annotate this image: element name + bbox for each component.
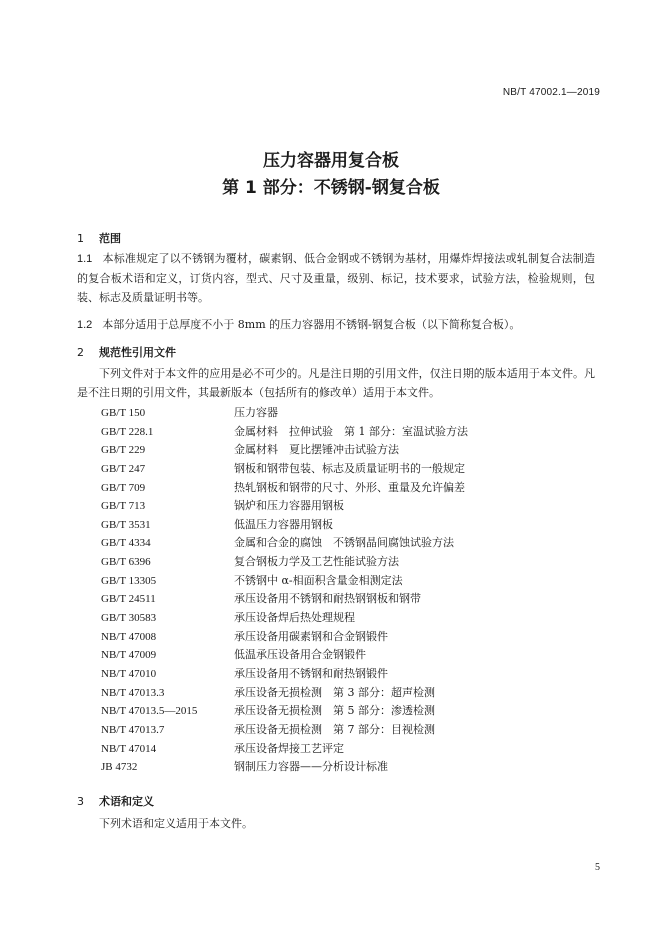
reference-title: 热轧钢板和钢带的尺寸、外形、重量及允许偏差 bbox=[234, 480, 465, 494]
reference-code: NB/T 47008 bbox=[101, 630, 157, 643]
paragraph-references-intro: 下列文件对于本文件的应用是必不可少的。凡是注日期的引用文件，仅注日期的版本适用于本文件。凡是不注日期的引用文件，其最新版本（包括所有的修改单）适用于本文件。 bbox=[77, 367, 595, 399]
paragraph-1-1 bbox=[77, 249, 595, 307]
document-title: 压力容器用复合板 bbox=[263, 151, 399, 171]
reference-row bbox=[101, 516, 601, 535]
reference-row bbox=[101, 572, 601, 591]
reference-code: GB/T 713 bbox=[101, 500, 146, 513]
reference-title: 锅炉和压力容器用钢板 bbox=[234, 499, 344, 513]
reference-title: 低温承压设备用合金钢锻件 bbox=[234, 648, 366, 662]
reference-code: GB/T 13305 bbox=[101, 574, 157, 587]
reference-code: JB 4732 bbox=[101, 761, 138, 774]
reference-title: 压力容器 bbox=[234, 406, 278, 419]
reference-list bbox=[101, 404, 601, 777]
reference-row bbox=[101, 646, 601, 665]
reference-row bbox=[101, 665, 601, 684]
reference-row bbox=[101, 441, 601, 460]
reference-row bbox=[101, 590, 601, 609]
reference-code: GB/T 30583 bbox=[101, 612, 157, 625]
reference-row bbox=[101, 628, 601, 647]
clause-text: 本标准规定了以不锈钢为覆材，碳素钢、低合金钢或不锈钢为基材，用爆炸焊接法或轧制复合法制造的复合板术语和定义，订货内容，型式、尺寸及重量，级别、标记，技术要求，试验方法，检验规则，包装、标志及质量证明书等。 bbox=[77, 252, 595, 304]
section-number: 3 bbox=[77, 795, 84, 808]
standard-code: NB/T 47002.1—2019 bbox=[502, 87, 600, 98]
reference-title: 钢制压力容器——分析设计标准 bbox=[234, 760, 388, 774]
reference-code: NB/T 47014 bbox=[101, 742, 157, 755]
reference-title: 承压设备焊后热处理规程 bbox=[234, 611, 355, 625]
reference-code: GB/T 4334 bbox=[101, 537, 151, 550]
paragraph-terms-intro: 下列术语和定义适用于本文件。 bbox=[99, 817, 253, 830]
section-number: 2 bbox=[77, 346, 84, 359]
reference-row bbox=[101, 702, 601, 721]
section-title: 规范性引用文件 bbox=[99, 346, 176, 359]
paragraph-1-2 bbox=[77, 315, 595, 335]
reference-title: 金属和合金的腐蚀 不锈钢晶间腐蚀试验方法 bbox=[234, 536, 454, 550]
page-number: 5 bbox=[595, 862, 600, 873]
reference-row bbox=[101, 609, 601, 628]
document-subtitle: 第 1 部分：不锈钢-钢复合板 bbox=[222, 178, 440, 198]
reference-code: GB/T 247 bbox=[101, 462, 146, 475]
reference-title: 承压设备无损检测 第 3 部分：超声检测 bbox=[234, 685, 435, 699]
reference-title: 钢板和钢带包装、标志及质量证明书的一般规定 bbox=[234, 461, 465, 475]
reference-code: GB/T 150 bbox=[101, 407, 146, 419]
clause-number: 1.2 bbox=[77, 319, 93, 331]
reference-code: NB/T 47010 bbox=[101, 667, 157, 680]
reference-title: 金属材料 拉伸试验 第 1 部分：室温试验方法 bbox=[234, 424, 468, 438]
reference-row bbox=[101, 740, 601, 759]
reference-title: 承压设备焊接工艺评定 bbox=[234, 741, 344, 755]
reference-row bbox=[101, 553, 601, 572]
section-title: 术语和定义 bbox=[99, 795, 154, 808]
reference-row bbox=[101, 423, 601, 442]
section-heading-terms bbox=[77, 793, 154, 809]
reference-title: 承压设备无损检测 第 7 部分：目视检测 bbox=[234, 722, 435, 736]
reference-code: GB/T 3531 bbox=[101, 518, 151, 531]
reference-title: 不锈钢中 α-相面积含量金相测定法 bbox=[234, 573, 403, 587]
reference-code: GB/T 229 bbox=[101, 444, 146, 457]
reference-code: NB/T 47009 bbox=[101, 649, 157, 662]
section-heading-normative-references bbox=[77, 344, 176, 360]
reference-title: 承压设备用碳素钢和合金钢锻件 bbox=[234, 629, 388, 643]
clause-number: 1.1 bbox=[77, 253, 93, 265]
reference-title: 承压设备无损检测 第 5 部分：渗透检测 bbox=[234, 704, 435, 718]
reference-row bbox=[101, 534, 601, 553]
reference-row bbox=[101, 404, 601, 423]
reference-row bbox=[101, 479, 601, 498]
reference-row bbox=[101, 460, 601, 479]
reference-title: 金属材料 夏比摆锤冲击试验方法 bbox=[234, 443, 399, 457]
reference-code: NB/T 47013.7 bbox=[101, 723, 165, 736]
clause-text: 本部分适用于总厚度不小于 8mm 的压力容器用不锈钢-钢复合板（以下简称复合板）。 bbox=[102, 318, 521, 331]
section-number: 1 bbox=[77, 232, 84, 245]
reference-code: GB/T 24511 bbox=[101, 593, 156, 606]
reference-code: GB/T 709 bbox=[101, 481, 146, 494]
reference-title: 复合钢板力学及工艺性能试验方法 bbox=[234, 555, 399, 569]
reference-title: 承压设备用不锈钢和耐热钢钢板和钢带 bbox=[234, 592, 421, 606]
section-heading-scope bbox=[77, 230, 121, 246]
reference-row bbox=[101, 721, 601, 740]
reference-code: NB/T 47013.5—2015 bbox=[101, 705, 198, 718]
reference-row bbox=[101, 497, 601, 516]
section-title: 范围 bbox=[99, 232, 121, 245]
reference-row bbox=[101, 758, 601, 777]
reference-code: GB/T 6396 bbox=[101, 556, 151, 569]
reference-code: GB/T 228.1 bbox=[101, 425, 154, 438]
reference-title: 低温压力容器用钢板 bbox=[234, 517, 333, 531]
reference-code: NB/T 47013.3 bbox=[101, 686, 165, 699]
reference-row bbox=[101, 684, 601, 703]
reference-title: 承压设备用不锈钢和耐热钢锻件 bbox=[234, 666, 388, 680]
